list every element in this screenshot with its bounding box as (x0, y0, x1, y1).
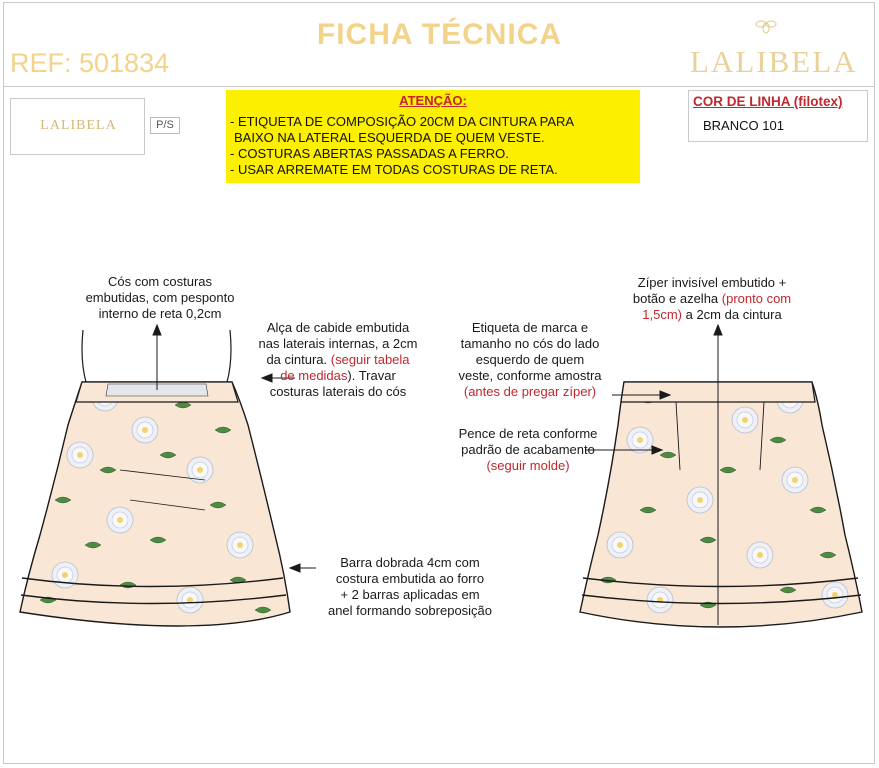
zipper-note-line (612, 291, 812, 307)
warning-line: BAIXO NA LATERAL ESQUERDA DE QUEM VESTE. (234, 130, 545, 145)
zipper-note-line: Zíper invisível embutido + (637, 275, 787, 290)
hanger-note-text: ). Travar (347, 368, 396, 383)
label-note-line: tamanho no cós do lado (460, 336, 600, 351)
hanger-note-line: Alça de cabide embutida (266, 320, 410, 335)
label-note-line: Etiqueta de marca e (471, 320, 589, 335)
waistband-note-line: embutidas, com pesponto (85, 290, 235, 305)
hanger-note-red: (seguir tabela (330, 352, 410, 367)
zipper-note-text: a 2cm da cintura (682, 307, 782, 322)
hanger-note-line (238, 352, 438, 368)
dart-note-line: padrão de acabamento (461, 442, 595, 457)
hem-note-line: Barra dobrada 4cm com (340, 555, 480, 570)
label-note-line: veste, conforme amostra (458, 368, 602, 383)
waistband-note-line: interno de reta 0,2cm (98, 306, 222, 321)
hanger-note-text: da cintura. (266, 352, 331, 367)
warning-title: ATENÇÃO: (399, 93, 467, 108)
back-skirt-drawing (580, 382, 862, 627)
brand-label-text: LALIBELA (40, 118, 117, 133)
dart-note-red: (seguir molde) (486, 458, 570, 473)
size-label: P/S (150, 117, 180, 134)
zipper-note-red: 1,5cm) (642, 307, 682, 322)
zipper-note-text: botão e azelha (632, 291, 722, 306)
hanger-loop-note (238, 320, 438, 400)
label-note-red: (antes de pregar zíper) (463, 384, 597, 399)
dart-note-line: Pence de reta conforme (458, 426, 598, 441)
thread-color-title: COR DE LINHA (filotex) (693, 94, 843, 109)
warning-line: - COSTURAS ABERTAS PASSADAS A FERRO. (230, 146, 509, 161)
hem-note (305, 555, 515, 619)
hanger-note-red: de medidas (280, 368, 348, 383)
dart-note (428, 426, 628, 474)
waistband-note-line: Cós com costuras (107, 274, 213, 289)
hanger-note-line (238, 368, 438, 384)
brand-label-note (430, 320, 630, 400)
hem-note-line: anel formando sobreposição (327, 603, 493, 618)
zipper-note (612, 275, 812, 323)
waistband-note (60, 274, 260, 322)
brand-logo: LALIBELA (690, 44, 858, 79)
label-note-line: esquerdo de quem (475, 352, 585, 367)
hanger-note-line: nas laterais internas, a 2cm (258, 336, 418, 351)
zipper-note-line (612, 307, 812, 323)
hem-note-line: costura embutida ao forro (335, 571, 485, 586)
page-title: FICHA TÉCNICA (316, 18, 563, 51)
hem-note-line: + 2 barras aplicadas em (340, 587, 480, 602)
warning-line: - ETIQUETA DE COMPOSIÇÃO 20CM DA CINTURA PARA (230, 114, 575, 129)
reference-code: REF: 501834 (10, 48, 170, 78)
thread-color-value: BRANCO 101 (703, 118, 784, 133)
zipper-note-red: (pronto com (721, 291, 792, 306)
hanger-note-line: costuras laterais do cós (269, 384, 407, 399)
warning-line: - USAR ARREMATE EM TODAS COSTURAS DE RETA. (230, 162, 558, 177)
